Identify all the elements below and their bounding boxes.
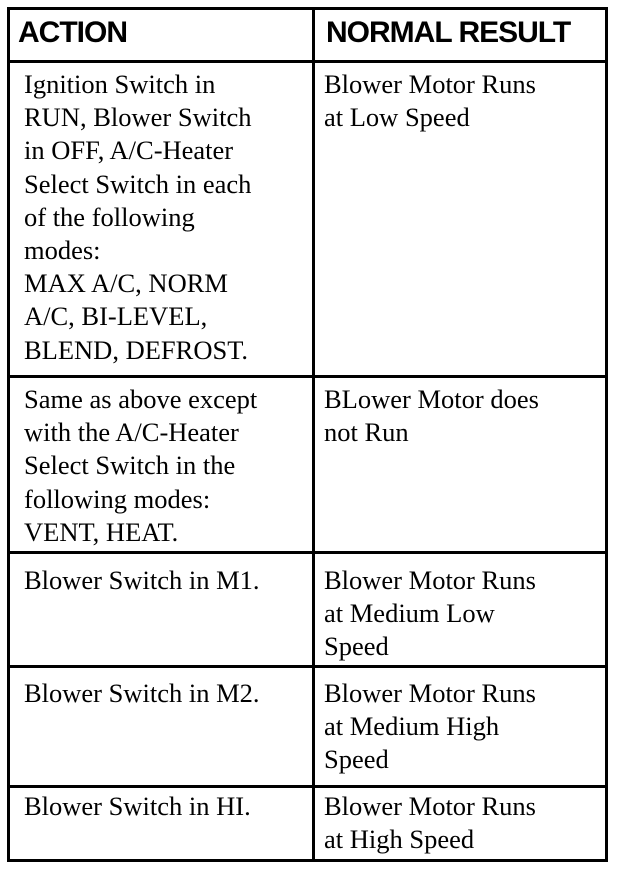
header-divider: [10, 60, 605, 63]
diagnosis-table: [7, 7, 608, 862]
row-5-result: Blower Motor Runs at High Speed: [324, 791, 536, 855]
row-divider: [10, 375, 605, 378]
column-divider: [312, 10, 315, 859]
header-action: ACTION: [18, 16, 127, 49]
row-4-action: Blower Switch in M2.: [24, 678, 260, 708]
row-divider: [10, 665, 605, 668]
row-2-result: BLower Motor does not Run: [324, 384, 539, 448]
row-1-action: Ignition Switch in RUN, Blower Switch in OFF, A/C-Heater Select Switch in each of the following modes: MAX A/C, NORM A/C, BI-LEVEL, BLEND, DEFROST.: [24, 69, 252, 365]
row-3-action: Blower Switch in M1.: [24, 565, 260, 595]
row-2-action: Same as above except with the A/C-Heater Select Switch in the following modes: VENT, HEAT.: [24, 384, 258, 547]
row-5-action: Blower Switch in HI.: [24, 791, 251, 821]
row-1-result: Blower Motor Runs at Low Speed: [324, 69, 536, 133]
row-divider: [10, 551, 605, 554]
row-4-result: Blower Motor Runs at Medium High Speed: [324, 678, 536, 775]
row-divider: [10, 785, 605, 788]
row-3-result: Blower Motor Runs at Medium Low Speed: [324, 565, 536, 662]
header-normal-result: NORMAL RESULT: [326, 16, 571, 49]
